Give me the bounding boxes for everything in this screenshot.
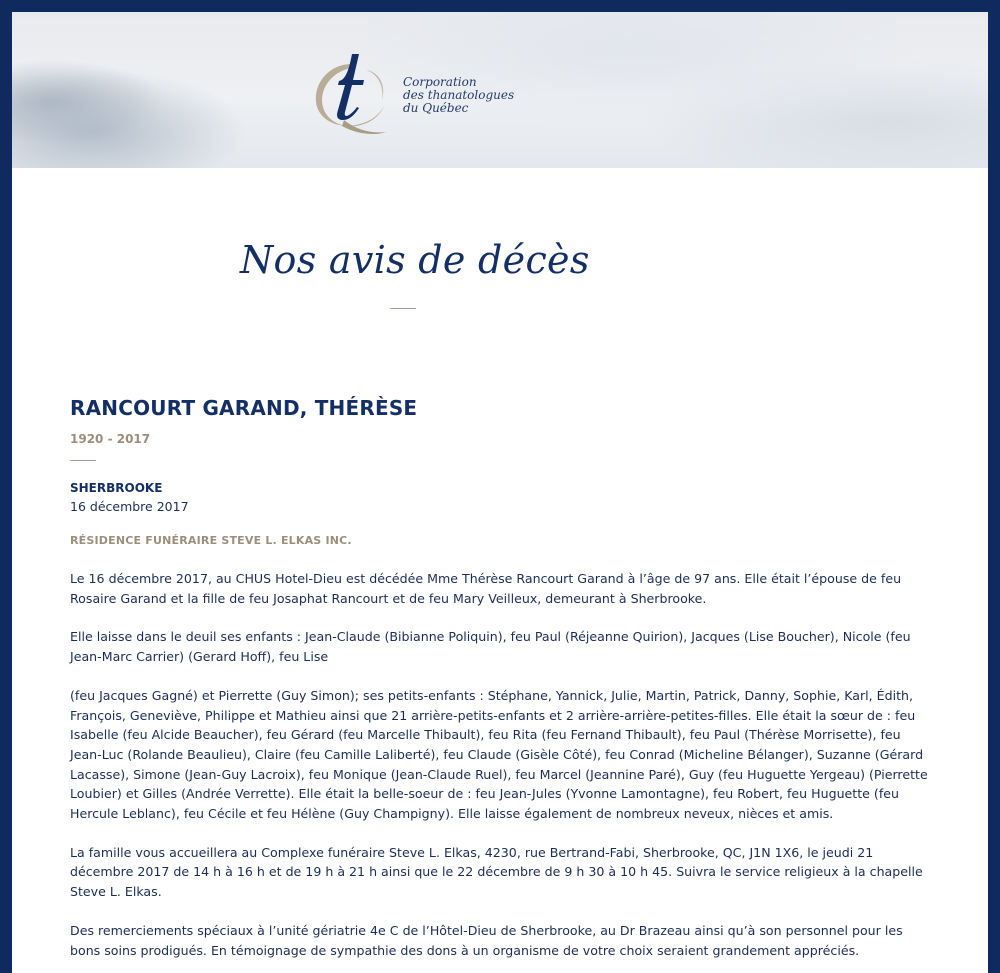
city: SHERBROOKE [70,481,163,495]
deceased-name: RANCOURT GARAND, THÉRÈSE [70,396,418,420]
logo-text [403,76,514,115]
logo-line-2: des thanatologues [403,88,515,102]
title-divider [390,308,416,309]
obituary-paragraph: Le 16 décembre 2017, au CHUS Hotel-Dieu est décédée Mme Thérèse Rancourt Garand à l’âge de 97 ans. Elle était l’épouse de feu Rosaire Garand et la fille de feu Josaphat Rancourt et de feu Mary Veilleux, demeurant à Sherbrooke. [70,571,902,606]
death-date: 16 décembre 2017 [70,499,189,514]
ctq-logo-icon [308,50,398,136]
obituary-paragraph: (feu Jacques Gagné) et Pierrette (Guy Simon); ses petits-enfants : Stéphane, Yannick, Julie, Martin, Patrick, Danny, Sophie, Karl, Édith, François, Geneviève, Philippe et Mathieu ainsi que 21 arrière-petits-enfants et 2 arrière-arrière-petites-filles. Elle était la sœur de : feu Isabelle (feu Alcide Beaucher), feu Gérard (feu Marcelle Thibault), feu Rita (feu Fernand Thibault), feu Paul (Thérèse Morrisette), feu Jean-Luc (Rolande Beaulieu), Claire (feu Camille Laliberté), feu Claude (Gisèle Côté), feu Conrad (Micheline Bélanger), Suzanne (Gérard Lacasse), Simone (Jean-Guy Lacroix), feu Monique (Jean-Claude Ruel), feu Marcel (Jeannine Paré), Guy (feu Huguette Yergeau) (Pierrette Loubier) et Gilles (Andrée Verrette). Elle était la belle-soeur de : feu Jean-Jules (Yvonne Lamontagne), feu Robert, feu Huguette (feu Hercule Leblanc), feu Cécile et feu Hélène (Guy Champigny). Elle laisse également de nombreux neveux, nièces et amis. [70,687,928,822]
logo-line-1: Corporation [403,75,477,89]
obituary-paragraph: Des remerciements spéciaux à l’unité gériatrie 4e C de l’Hôtel-Dieu de Sherbrooke, au Dr Brazeau ainsi qu’à son personnel pour les bons soins prodigués. En témoignage de sympathie des dons à un organisme de votre choix seraient grandement appréciés. [70,922,903,958]
header-banner [12,12,988,168]
page-title: Nos avis de décès [240,238,590,282]
logo-line-3: du Québec [403,101,469,115]
funeral-home-name: RÉSIDENCE FUNÉRAIRE STEVE L. ELKAS INC. [70,534,352,547]
obituary-paragraph: Elle laisse dans le deuil ses enfants : Jean-Claude (Bibianne Poliquin), feu Paul (Réjeanne Quirion), Jacques (Lise Boucher), Nicole (feu Jean-Marc Carrier) (Gerard Hoff), feu Lise [70,629,911,665]
obituary-paragraph: La famille vous accueillera au Complexe funéraire Steve L. Elkas, 4230, rue Bertrand-Fabi, Sherbrooke, QC, J1N 1X6, le jeudi 21 décembre 2017 de 14 h à 16 h et de 19 h à 21 h ainsi que le 22 décembre de 9 h 30 à 10 h 45. Suivra le service religieux à la chapelle Steve L. Elkas. [70,844,923,900]
page-frame [12,12,988,973]
site-logo[interactable] [308,50,515,140]
life-years: 1920 - 2017 [70,432,151,446]
obituary-content [70,396,930,960]
name-divider [70,460,96,461]
